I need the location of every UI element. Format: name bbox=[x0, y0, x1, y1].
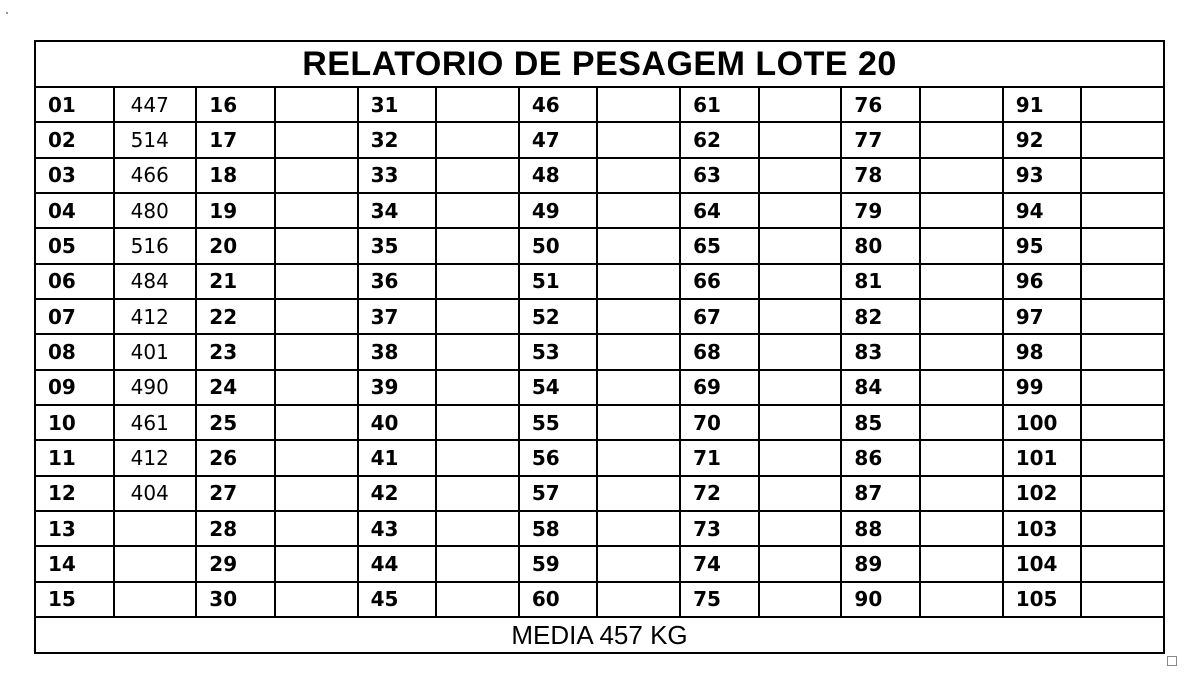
weight-value-cell bbox=[1082, 88, 1163, 121]
weight-value-cell bbox=[598, 371, 681, 404]
animal-number-cell: 19 bbox=[197, 194, 276, 227]
animal-number-cell: 74 bbox=[681, 547, 760, 580]
weight-value-cell bbox=[598, 229, 681, 262]
weight-value-cell bbox=[276, 123, 359, 156]
animal-number-cell: 54 bbox=[520, 371, 599, 404]
animal-number-cell: 10 bbox=[36, 406, 115, 439]
weight-value-cell bbox=[760, 512, 843, 545]
weight-value-cell bbox=[437, 335, 520, 368]
weight-value-cell: 447 bbox=[115, 88, 198, 121]
animal-number-cell: 11 bbox=[36, 441, 115, 474]
weight-value-cell bbox=[760, 194, 843, 227]
animal-number-cell: 01 bbox=[36, 88, 115, 121]
weight-value-cell bbox=[598, 300, 681, 333]
weight-value-cell bbox=[1082, 265, 1163, 298]
animal-number-cell: 09 bbox=[36, 371, 115, 404]
weight-value-cell bbox=[921, 335, 1004, 368]
animal-number-cell: 104 bbox=[1004, 547, 1083, 580]
weight-value-cell: 412 bbox=[115, 300, 198, 333]
table-row bbox=[36, 88, 1163, 123]
animal-number-cell: 35 bbox=[359, 229, 438, 262]
weight-value-cell bbox=[437, 300, 520, 333]
animal-number-cell: 72 bbox=[681, 477, 760, 510]
animal-number-cell: 64 bbox=[681, 194, 760, 227]
weight-value-cell: 514 bbox=[115, 123, 198, 156]
animal-number-cell: 63 bbox=[681, 159, 760, 192]
weight-value-cell: 401 bbox=[115, 335, 198, 368]
table-row bbox=[36, 159, 1163, 194]
animal-number-cell: 36 bbox=[359, 265, 438, 298]
animal-number-cell: 103 bbox=[1004, 512, 1083, 545]
weight-value-cell bbox=[760, 477, 843, 510]
weight-value-cell bbox=[760, 335, 843, 368]
table-row bbox=[36, 371, 1163, 406]
animal-number-cell: 05 bbox=[36, 229, 115, 262]
weight-value-cell bbox=[276, 88, 359, 121]
animal-number-cell: 13 bbox=[36, 512, 115, 545]
animal-number-cell: 04 bbox=[36, 194, 115, 227]
weighing-report-table bbox=[34, 40, 1165, 654]
weight-value-cell bbox=[437, 194, 520, 227]
animal-number-cell: 47 bbox=[520, 123, 599, 156]
table-row bbox=[36, 583, 1163, 618]
animal-number-cell: 41 bbox=[359, 441, 438, 474]
weight-value-cell bbox=[760, 88, 843, 121]
animal-number-cell: 20 bbox=[197, 229, 276, 262]
average-weight: MEDIA 457 KG bbox=[511, 619, 688, 650]
animal-number-cell: 30 bbox=[197, 583, 276, 616]
weight-value-cell bbox=[598, 406, 681, 439]
animal-number-cell: 78 bbox=[842, 159, 921, 192]
weight-value-cell bbox=[760, 265, 843, 298]
weight-value-cell bbox=[1082, 441, 1163, 474]
weight-value-cell bbox=[760, 406, 843, 439]
weight-value-cell bbox=[921, 300, 1004, 333]
weight-value-cell: 412 bbox=[115, 441, 198, 474]
weight-value-cell bbox=[598, 583, 681, 616]
animal-number-cell: 26 bbox=[197, 441, 276, 474]
weight-value-cell bbox=[921, 123, 1004, 156]
weight-value-cell bbox=[276, 335, 359, 368]
weight-value-cell bbox=[1082, 547, 1163, 580]
animal-number-cell: 53 bbox=[520, 335, 599, 368]
weight-value-cell bbox=[276, 194, 359, 227]
animal-number-cell: 58 bbox=[520, 512, 599, 545]
weight-value-cell bbox=[598, 335, 681, 368]
weight-value-cell bbox=[598, 159, 681, 192]
weight-value-cell bbox=[437, 512, 520, 545]
animal-number-cell: 42 bbox=[359, 477, 438, 510]
weight-value-cell bbox=[921, 159, 1004, 192]
table-row bbox=[36, 477, 1163, 512]
weight-value-cell bbox=[1082, 300, 1163, 333]
animal-number-cell: 100 bbox=[1004, 406, 1083, 439]
animal-number-cell: 76 bbox=[842, 88, 921, 121]
animal-number-cell: 38 bbox=[359, 335, 438, 368]
weight-value-cell bbox=[437, 229, 520, 262]
animal-number-cell: 68 bbox=[681, 335, 760, 368]
animal-number-cell: 99 bbox=[1004, 371, 1083, 404]
animal-number-cell: 85 bbox=[842, 406, 921, 439]
weight-value-cell bbox=[760, 371, 843, 404]
table-row bbox=[36, 406, 1163, 441]
animal-number-cell: 60 bbox=[520, 583, 599, 616]
weight-value-cell bbox=[598, 88, 681, 121]
animal-number-cell: 14 bbox=[36, 547, 115, 580]
weight-value-cell bbox=[598, 477, 681, 510]
weight-value-cell bbox=[115, 512, 198, 545]
weight-value-cell: 516 bbox=[115, 229, 198, 262]
weight-value-cell bbox=[437, 371, 520, 404]
weight-value-cell bbox=[276, 583, 359, 616]
animal-number-cell: 61 bbox=[681, 88, 760, 121]
table-row bbox=[36, 229, 1163, 264]
weight-value-cell bbox=[276, 371, 359, 404]
animal-number-cell: 25 bbox=[197, 406, 276, 439]
animal-number-cell: 79 bbox=[842, 194, 921, 227]
weight-value-cell bbox=[760, 300, 843, 333]
animal-number-cell: 62 bbox=[681, 123, 760, 156]
animal-number-cell: 70 bbox=[681, 406, 760, 439]
weight-value-cell bbox=[760, 583, 843, 616]
weight-value-cell bbox=[437, 88, 520, 121]
weight-value-cell bbox=[598, 441, 681, 474]
animal-number-cell: 57 bbox=[520, 477, 599, 510]
weight-value-cell bbox=[1082, 229, 1163, 262]
animal-number-cell: 32 bbox=[359, 123, 438, 156]
weight-value-cell bbox=[598, 194, 681, 227]
weight-value-cell bbox=[921, 406, 1004, 439]
weight-value-cell bbox=[921, 371, 1004, 404]
animal-number-cell: 07 bbox=[36, 300, 115, 333]
animal-number-cell: 59 bbox=[520, 547, 599, 580]
table-row bbox=[36, 123, 1163, 158]
animal-number-cell: 03 bbox=[36, 159, 115, 192]
animal-number-cell: 96 bbox=[1004, 265, 1083, 298]
animal-number-cell: 89 bbox=[842, 547, 921, 580]
animal-number-cell: 33 bbox=[359, 159, 438, 192]
animal-number-cell: 21 bbox=[197, 265, 276, 298]
weight-value-cell bbox=[437, 159, 520, 192]
animal-number-cell: 90 bbox=[842, 583, 921, 616]
weight-value-cell bbox=[115, 547, 198, 580]
table-row bbox=[36, 547, 1163, 582]
animal-number-cell: 71 bbox=[681, 441, 760, 474]
weight-value-cell bbox=[276, 441, 359, 474]
animal-number-cell: 91 bbox=[1004, 88, 1083, 121]
animal-number-cell: 75 bbox=[681, 583, 760, 616]
animal-number-cell: 45 bbox=[359, 583, 438, 616]
weight-value-cell bbox=[276, 512, 359, 545]
weight-value-cell bbox=[1082, 512, 1163, 545]
weight-value-cell bbox=[921, 547, 1004, 580]
animal-number-cell: 28 bbox=[197, 512, 276, 545]
animal-number-cell: 40 bbox=[359, 406, 438, 439]
animal-number-cell: 31 bbox=[359, 88, 438, 121]
animal-number-cell: 27 bbox=[197, 477, 276, 510]
animal-number-cell: 50 bbox=[520, 229, 599, 262]
animal-number-cell: 39 bbox=[359, 371, 438, 404]
weight-value-cell bbox=[276, 547, 359, 580]
weight-value-cell bbox=[1082, 194, 1163, 227]
animal-number-cell: 93 bbox=[1004, 159, 1083, 192]
animal-number-cell: 46 bbox=[520, 88, 599, 121]
resize-handle[interactable] bbox=[1167, 656, 1177, 666]
weight-value-cell bbox=[598, 512, 681, 545]
animal-number-cell: 48 bbox=[520, 159, 599, 192]
weight-value-cell bbox=[1082, 406, 1163, 439]
animal-number-cell: 29 bbox=[197, 547, 276, 580]
weight-value-cell bbox=[598, 123, 681, 156]
weight-value-cell bbox=[760, 547, 843, 580]
animal-number-cell: 51 bbox=[520, 265, 599, 298]
animal-number-cell: 86 bbox=[842, 441, 921, 474]
animal-number-cell: 84 bbox=[842, 371, 921, 404]
weight-value-cell bbox=[276, 477, 359, 510]
animal-number-cell: 02 bbox=[36, 123, 115, 156]
animal-number-cell: 83 bbox=[842, 335, 921, 368]
weight-value-cell: 484 bbox=[115, 265, 198, 298]
weight-value-cell bbox=[437, 123, 520, 156]
weight-value-cell bbox=[921, 265, 1004, 298]
animal-number-cell: 06 bbox=[36, 265, 115, 298]
animal-number-cell: 73 bbox=[681, 512, 760, 545]
animal-number-cell: 95 bbox=[1004, 229, 1083, 262]
animal-number-cell: 08 bbox=[36, 335, 115, 368]
animal-number-cell: 43 bbox=[359, 512, 438, 545]
weight-value-cell bbox=[921, 88, 1004, 121]
animal-number-cell: 23 bbox=[197, 335, 276, 368]
animal-number-cell: 87 bbox=[842, 477, 921, 510]
weight-value-cell: 490 bbox=[115, 371, 198, 404]
report-title: RELATORIO DE PESAGEM LOTE 20 bbox=[36, 42, 1163, 88]
animal-number-cell: 24 bbox=[197, 371, 276, 404]
animal-number-cell: 56 bbox=[520, 441, 599, 474]
weight-value-cell bbox=[276, 265, 359, 298]
weight-value-cell bbox=[1082, 123, 1163, 156]
stray-dot bbox=[6, 12, 8, 14]
weight-value-cell bbox=[598, 547, 681, 580]
weight-value-cell bbox=[921, 512, 1004, 545]
animal-number-cell: 34 bbox=[359, 194, 438, 227]
animal-number-cell: 81 bbox=[842, 265, 921, 298]
animal-number-cell: 65 bbox=[681, 229, 760, 262]
weight-value-cell bbox=[1082, 477, 1163, 510]
animal-number-cell: 77 bbox=[842, 123, 921, 156]
table-row bbox=[36, 300, 1163, 335]
weight-value-cell bbox=[437, 547, 520, 580]
weight-value-cell bbox=[760, 441, 843, 474]
animal-number-cell: 69 bbox=[681, 371, 760, 404]
weight-value-cell bbox=[437, 477, 520, 510]
weight-value-cell bbox=[760, 159, 843, 192]
animal-number-cell: 92 bbox=[1004, 123, 1083, 156]
weight-value-cell bbox=[921, 583, 1004, 616]
animal-number-cell: 94 bbox=[1004, 194, 1083, 227]
weight-value-cell bbox=[276, 406, 359, 439]
weight-value-cell bbox=[921, 229, 1004, 262]
weight-value-cell bbox=[598, 265, 681, 298]
animal-number-cell: 88 bbox=[842, 512, 921, 545]
weight-value-cell bbox=[921, 477, 1004, 510]
animal-number-cell: 67 bbox=[681, 300, 760, 333]
weight-value-cell bbox=[276, 229, 359, 262]
animal-number-cell: 101 bbox=[1004, 441, 1083, 474]
animal-number-cell: 105 bbox=[1004, 583, 1083, 616]
table-row bbox=[36, 441, 1163, 476]
animal-number-cell: 97 bbox=[1004, 300, 1083, 333]
animal-number-cell: 55 bbox=[520, 406, 599, 439]
animal-number-cell: 15 bbox=[36, 583, 115, 616]
weight-value-cell bbox=[437, 441, 520, 474]
animal-number-cell: 49 bbox=[520, 194, 599, 227]
animal-number-cell: 98 bbox=[1004, 335, 1083, 368]
table-row bbox=[36, 512, 1163, 547]
weight-value-cell bbox=[276, 300, 359, 333]
animal-number-cell: 52 bbox=[520, 300, 599, 333]
animal-number-cell: 12 bbox=[36, 477, 115, 510]
weight-value-cell bbox=[437, 583, 520, 616]
animal-number-cell: 66 bbox=[681, 265, 760, 298]
animal-number-cell: 37 bbox=[359, 300, 438, 333]
table-row bbox=[36, 194, 1163, 229]
table-row bbox=[36, 265, 1163, 300]
weight-value-cell bbox=[1082, 335, 1163, 368]
weight-value-cell bbox=[760, 123, 843, 156]
animal-number-cell: 102 bbox=[1004, 477, 1083, 510]
weight-value-cell bbox=[760, 229, 843, 262]
animal-number-cell: 17 bbox=[197, 123, 276, 156]
weight-value-cell bbox=[276, 159, 359, 192]
animal-number-cell: 22 bbox=[197, 300, 276, 333]
weights-grid bbox=[36, 88, 1163, 618]
weight-value-cell bbox=[437, 406, 520, 439]
weight-value-cell bbox=[437, 265, 520, 298]
animal-number-cell: 80 bbox=[842, 229, 921, 262]
weight-value-cell: 404 bbox=[115, 477, 198, 510]
weight-value-cell: 480 bbox=[115, 194, 198, 227]
table-row bbox=[36, 335, 1163, 370]
weight-value-cell bbox=[921, 441, 1004, 474]
animal-number-cell: 44 bbox=[359, 547, 438, 580]
animal-number-cell: 16 bbox=[197, 88, 276, 121]
weight-value-cell: 461 bbox=[115, 406, 198, 439]
weight-value-cell bbox=[1082, 159, 1163, 192]
animal-number-cell: 18 bbox=[197, 159, 276, 192]
weight-value-cell bbox=[921, 194, 1004, 227]
weight-value-cell bbox=[115, 583, 198, 616]
weight-value-cell bbox=[1082, 583, 1163, 616]
animal-number-cell: 82 bbox=[842, 300, 921, 333]
weight-value-cell: 466 bbox=[115, 159, 198, 192]
weight-value-cell bbox=[1082, 371, 1163, 404]
